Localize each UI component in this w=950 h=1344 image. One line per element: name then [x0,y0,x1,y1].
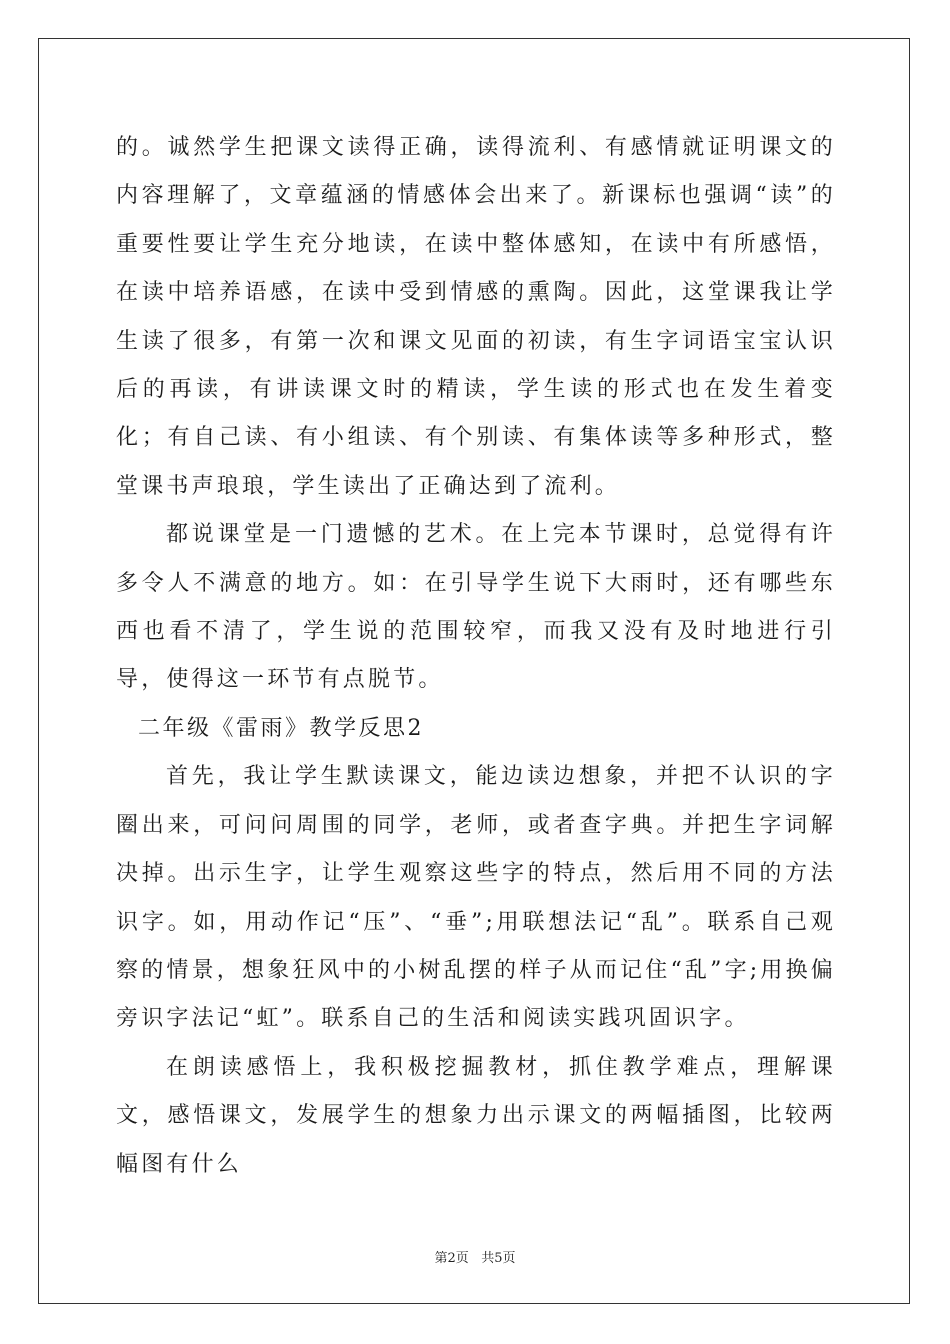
page-footer [0,1247,950,1266]
paragraph-reading-method: 首先，我让学生默读课文，能边读边想象，并把不认识的字圈出来，可问问周围的同学，老师，或者查字典。并把生字词解决掉。出示生字，让学生观察这些字的特点，然后用不同的方法识字。如，用动作记“压”、“垂”;用联想法记“乱”。联系自己观察的情景，想象狂风中的小树乱摆的样子从而记住“乱”字;用换偏旁识字法记“虹”。联系自己的生活和阅读实践巩固识字。 [116,764,836,1032]
page-total: 共5页 [481,1251,516,1266]
document-body [116,124,836,1189]
section-heading: 二年级《雷雨》教学反思2 [138,715,424,741]
paragraph-reading-insight: 在朗读感悟上，我积极挖掘教材，抓住教学难点，理解课文，感悟课文，发展学生的想象力出示课文的两幅插图，比较两幅图有什么 [116,1054,836,1177]
paragraph-regret: 都说课堂是一门遗憾的艺术。在上完本节课时，总觉得有许多令人不满意的地方。如：在引导学生说下大雨时，还有哪些东西也看不清了，学生说的范围较窄，而我又没有及时地进行引导，使得这一环节有点脱节。 [116,522,836,693]
page-number: 第2页 [434,1251,469,1266]
paragraph-continuation: 的。诚然学生把课文读得正确，读得流利、有感情就证明课文的内容理解了，文章蕴涵的情感体会出来了。新课标也强调“读”的重要性要让学生充分地读，在读中整体感知，在读中有所感悟，在读中培养语感，在读中受到情感的熏陶。因此，这堂课我让学生读了很多，有第一次和课文见面的初读，有生字词语宝宝认识后的再读，有讲读课文时的精读，学生读的形式也在发生着变化；有自己读、有小组读、有个别读、有集体读等多种形式，整堂课书声琅琅，学生读出了正确达到了流利。 [116,135,836,499]
